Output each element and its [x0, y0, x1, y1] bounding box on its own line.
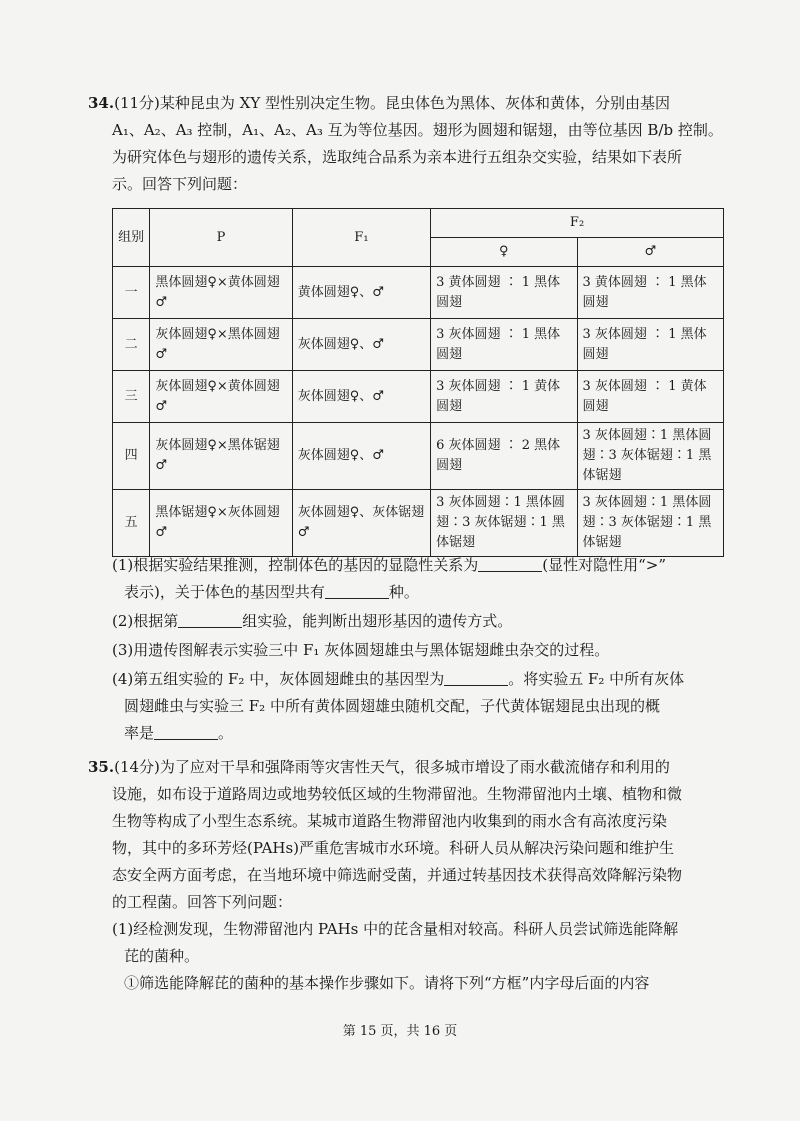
answer-blank: [178, 611, 242, 628]
q35-sub-1-step: ①筛选能降解芘的菌种的基本操作步骤如下。请将下列“方框”内字母后面的内容: [124, 974, 650, 992]
answer-blank: [444, 669, 508, 686]
cell-group: 四: [113, 423, 150, 490]
table-row: [113, 371, 724, 423]
q34-sub-1: (1)根据实验结果推测，控制体色的基因的显隐性关系为 (显性对隐性用“>”: [112, 556, 667, 574]
answer-blank: [478, 555, 542, 572]
cell-male: 3 灰体圆翅∶1 黑体圆翅∶3 灰体锯翅∶1 黑体锯翅: [577, 490, 723, 557]
cell-female: 3 灰体圆翅 ∶ 1 黑体圆翅: [431, 319, 577, 371]
cell-female: 3 灰体圆翅∶1 黑体圆翅∶3 灰体锯翅∶1 黑体锯翅: [431, 490, 577, 557]
cell-female: 6 灰体圆翅 ∶ 2 黑体圆翅: [431, 423, 577, 490]
q35-line-4: 物，其中的多环芳烃(PAHs)严重危害城市水环境。科研人员从解决污染问题和维护生: [112, 839, 675, 857]
header-f1: F₁: [292, 209, 430, 267]
table-row: [113, 423, 724, 490]
table-row: [113, 490, 724, 557]
cell-male: 3 灰体圆翅 ∶ 1 黑体圆翅: [577, 319, 723, 371]
q34-sub-3: (3)用遗传图解表示实验三中 F₁ 灰体圆翅雄虫与黑体锯翅雌虫杂交的过程。: [112, 641, 610, 659]
q34-line-3: 为研究体色与翅形的遗传关系，选取纯合品系为亲本进行五组杂交实验，结果如下表所: [112, 148, 683, 166]
q35-line-1: 35.(14分)为了应对干旱和强降雨等灾害性天气，很多城市增设了雨水截流储存和利用的: [88, 758, 670, 776]
q35-line-3: 生物等构成了小型生态系统。某城市道路生物滞留池内收集到的雨水含有高浓度污染: [112, 812, 668, 830]
cell-f1: 灰体圆翅♀、♂: [292, 371, 430, 423]
cell-p: 黑体锯翅♀×灰体圆翅♂: [150, 490, 292, 557]
q34-sub-1-cont: 表示)，关于体色的基因型共有 种。: [124, 583, 419, 601]
cell-f1: 黄体圆翅♀、♂: [292, 267, 430, 319]
cell-male: 3 灰体圆翅∶1 黑体圆翅∶3 灰体锯翅∶1 黑体锯翅: [577, 423, 723, 490]
page-footer: 第 15 页，共 16 页: [342, 1024, 458, 1039]
q34-line-4: 示。回答下列问题：: [112, 175, 248, 193]
answer-blank: [325, 582, 389, 599]
cell-female: 3 黄体圆翅 ∶ 1 黑体圆翅: [431, 267, 577, 319]
cell-group: 三: [113, 371, 150, 423]
header-f2: F₂: [431, 209, 724, 238]
q35-line-5: 态安全两方面考虑，在当地环境中筛选耐受菌，并通过转基因技术获得高效降解污染物: [112, 866, 683, 884]
q34-sub-4: (4)第五组实验的 F₂ 中，灰体圆翅雌虫的基因型为 。将实验五 F₂ 中所有灰体: [112, 670, 685, 688]
cell-female: 3 灰体圆翅 ∶ 1 黄体圆翅: [431, 371, 577, 423]
cell-f1: 灰体圆翅♀、♂: [292, 423, 430, 490]
header-male: ♂: [577, 238, 723, 267]
header-group: 组别: [113, 209, 150, 267]
cell-p: 黑体圆翅♀×黄体圆翅♂: [150, 267, 292, 319]
cell-p: 灰体圆翅♀×黄体圆翅♂: [150, 371, 292, 423]
header-p: P: [150, 209, 292, 267]
cross-results-table: [112, 208, 724, 557]
cell-f1: 灰体圆翅♀、灰体锯翅♂: [292, 490, 430, 557]
cell-group: 五: [113, 490, 150, 557]
q35-sub-1: (1)经检测发现，生物滞留池内 PAHs 中的芘含量相对较高。科研人员尝试筛选能降解: [112, 920, 679, 938]
q34-sub-2: (2)根据第 组实验，能判断出翅形基因的遗传方式。: [112, 612, 513, 630]
q35-number: 35.: [88, 758, 115, 776]
cell-p: 灰体圆翅♀×黑体锯翅♂: [150, 423, 292, 490]
q35-line-2: 设施，如布设于道路周边或地势较低区域的生物滞留池。生物滞留池内土壤、植物和微: [112, 785, 683, 803]
cell-group: 一: [113, 267, 150, 319]
table-row: [113, 267, 724, 319]
q35-line-6: 的工程菌。回答下列问题：: [112, 893, 293, 911]
cell-male: 3 黄体圆翅 ∶ 1 黑体圆翅: [577, 267, 723, 319]
q34-number: 34.: [88, 94, 115, 112]
q34-line-2: A₁、A₂、A₃ 控制，A₁、A₂、A₃ 互为等位基因。翅形为圆翅和锯翅，由等位基因 B/b 控制。: [112, 121, 723, 139]
cell-f1: 灰体圆翅♀、♂: [292, 319, 430, 371]
cell-p: 灰体圆翅♀×黑体圆翅♂: [150, 319, 292, 371]
table-row: [113, 319, 724, 371]
q34-sub-4-cont: 圆翅雌虫与实验三 F₂ 中所有黄体圆翅雄虫随机交配，子代黄体锯翅昆虫出现的概: [124, 697, 660, 715]
q35-sub-1-cont: 芘的菌种。: [124, 947, 200, 965]
q34-line-1: 34.(11分)某种昆虫为 XY 型性别决定生物。昆虫体色为黑体、灰体和黄体，分别由基因: [88, 94, 671, 112]
cell-male: 3 灰体圆翅 ∶ 1 黄体圆翅: [577, 371, 723, 423]
cell-group: 二: [113, 319, 150, 371]
answer-blank: [154, 723, 218, 740]
header-female: ♀: [431, 238, 577, 267]
q34-sub-4-end: 率是 。: [124, 724, 234, 742]
